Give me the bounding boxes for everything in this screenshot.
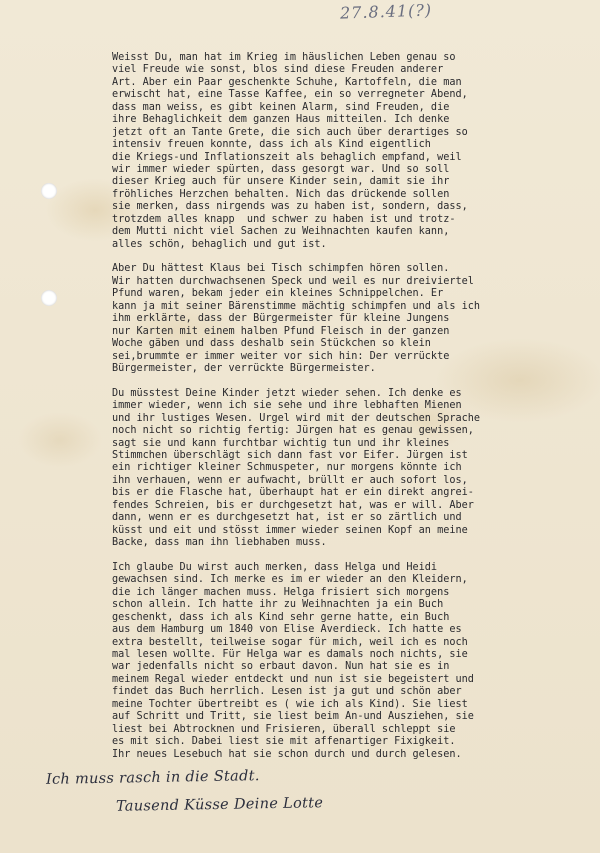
text-line: Du müsstest Deine Kinder jetzt wieder sehen. Ich denke es [112,387,462,399]
text-line: wir immer wieder spürten, dass gesorgt war. Und so soll [112,163,450,175]
text-line: viel Freude wie sonst, blos sind diese Freuden anderer [112,64,444,76]
text-line: liest bei Abtrocknen und Frisieren, überall schleppt sie [112,723,456,735]
text-line: ihn verhauen, wenn er aufwacht, brüllt er auch sofort los, [112,474,468,486]
paragraph [112,388,582,550]
text-line: dem Mutti nicht viel Sachen zu Weihnachten kaufen kann, [112,226,450,238]
text-line: Art. Aber ein Paar geschenkte Schuhe, Kartoffeln, die man [112,76,462,88]
text-line: findet das Buch herrlich. Lesen ist ja gut und schön aber [112,686,462,698]
text-line: Stimmchen überschlägt sich dann fast vor Eifer. Jürgen ist [112,450,468,461]
handwritten-date-note: 27.8.41(?) [339,0,433,23]
text-line: auf Schritt und Tritt, sie liest beim An-und Ausziehen, sie [112,711,474,723]
text-line: mal lesen wollte. Für Helga war es damals noch nichts, sie [112,649,468,660]
text-line: meine Tochter übertreibt es ( wie ich als Kind). Sie liest [112,698,468,710]
text-line: jetzt oft an Tante Grete, die sich auch über derartiges so [112,126,468,138]
text-line: Backe, dass man ihn liebhaben muss. [112,537,327,549]
text-line: sei,brummte er immer weiter vor sich hin: Der verrückte [112,350,450,362]
text-line: nur Karten mit einem halben Pfund Fleisch in der ganzen [112,325,450,337]
text-line: Weisst Du, man hat im Krieg im häuslichen Leben genau so [112,52,456,63]
text-line: die Kriegs-und Inflationszeit als behaglich empfand, weil [112,151,462,163]
text-line: ein richtiger kleiner Schmuspeter, nur morgens könnte ich [112,462,462,474]
text-line: ihm erklärte, dass der Bürgermeister für kleine Jungens [112,313,450,325]
paragraph [112,52,582,251]
text-line: sie merken, dass nirgends was zu haben ist, sondern, dass, [112,201,468,213]
text-line: und ihr lustiges Wesen. Urgel wird mit der deutschen Sprache [112,412,481,424]
text-line: bis er die Flasche hat, überhaupt hat er ein direkt angrei- [112,487,474,499]
punch-hole-bottom [41,290,57,306]
text-line: ihre Behaglichkeit dem ganzen Haus mitteilen. Ich denke [112,114,450,126]
paragraph [112,263,582,375]
text-line: dann, wenn er es durchgesetzt hat, ist er so zärtlich und [112,512,462,524]
text-line: Ich glaube Du wirst auch merken, dass Helga und Heidi [112,561,438,573]
text-line: Ihr neues Lesebuch hat sie schon durch und durch gelesen. [112,748,462,760]
handwritten-closing-line-1: Ich muss rasch in die Stadt. [45,768,260,788]
text-line: fendes Schreien, bis er durchgesetzt hat, was er will. Aber [112,499,474,511]
typed-letter-body [112,52,582,773]
text-line: fröhliches Herzchen behalten. Nich das drückende sollen [112,188,450,200]
text-line: Aber Du hättest Klaus bei Tisch schimpfen hören sollen. [112,263,450,275]
text-line: gewachsen sind. Ich merke es im er wieder an den Kleidern, [112,574,468,586]
paragraph [112,562,582,761]
text-line: Wir hatten durchwachsenen Speck und weil es nur dreiviertel [112,275,474,287]
text-line: geschenkt, dass ich als Kind sehr gerne hatte, ein Buch [112,611,450,623]
text-line: Woche gäben und dass deshalb sein Stückchen so klein [112,338,431,350]
text-line: erwischt hat, eine Tasse Kaffee, ein so verregneter Abend, [112,89,468,101]
text-line: immer wieder, wenn ich sie sehe und ihre lebhaften Mienen [112,400,462,412]
text-line: war jedenfalls nicht so erbaut davon. Nun hat sie es in [112,661,450,673]
text-line: Pfund waren, bekam jeder ein kleines Schnippelchen. Er [112,288,444,300]
text-line: aus dem Hamburg um 1840 von Elise Averdieck. Ich hatte es [112,624,462,636]
text-line: noch nicht so richtig fertig: Jürgen hat es genau gewissen, [112,425,474,437]
text-line: trotzdem alles knapp und schwer zu haben ist und trotz- [112,213,456,225]
text-line: sagt sie und kann furchtbar wichtig tun und ihr kleines [112,437,450,449]
punch-hole-top [41,183,57,199]
text-line: die ich länger machen muss. Helga frisiert sich morgens [112,586,450,598]
text-line: extra bestellt, teilweise sogar für mich, weil ich es noch [112,636,468,648]
text-line: es mit sich. Dabei liest sie mit affenartiger Fixigkeit. [112,736,456,748]
text-line: alles schön, behaglich und gut ist. [112,238,327,250]
text-line: Bürgermeister, der verrückte Bürgermeister. [112,362,376,374]
text-line: dieser Krieg auch für unsere Kinder sein, damit sie ihr [112,176,450,188]
text-line: kann ja mit seiner Bärenstimme mächtig schimpfen und als ich [112,300,481,312]
text-line: dass man weiss, es gibt keinen Alarm, sind Freuden, die [112,101,450,113]
text-line: schon allein. Ich hatte ihr zu Weihnachten ja ein Buch [112,599,444,611]
text-line: meinem Regal wieder entdeckt und nun ist sie begeistert und [112,673,474,685]
text-line: intensiv freuen konnte, dass ich als Kind eigentlich [112,139,431,151]
handwritten-closing-signature: Tausend Küsse Deine Lotte [115,795,324,815]
text-line: küsst und eit und stösst immer wieder seinen Kopf an meine [112,524,468,536]
